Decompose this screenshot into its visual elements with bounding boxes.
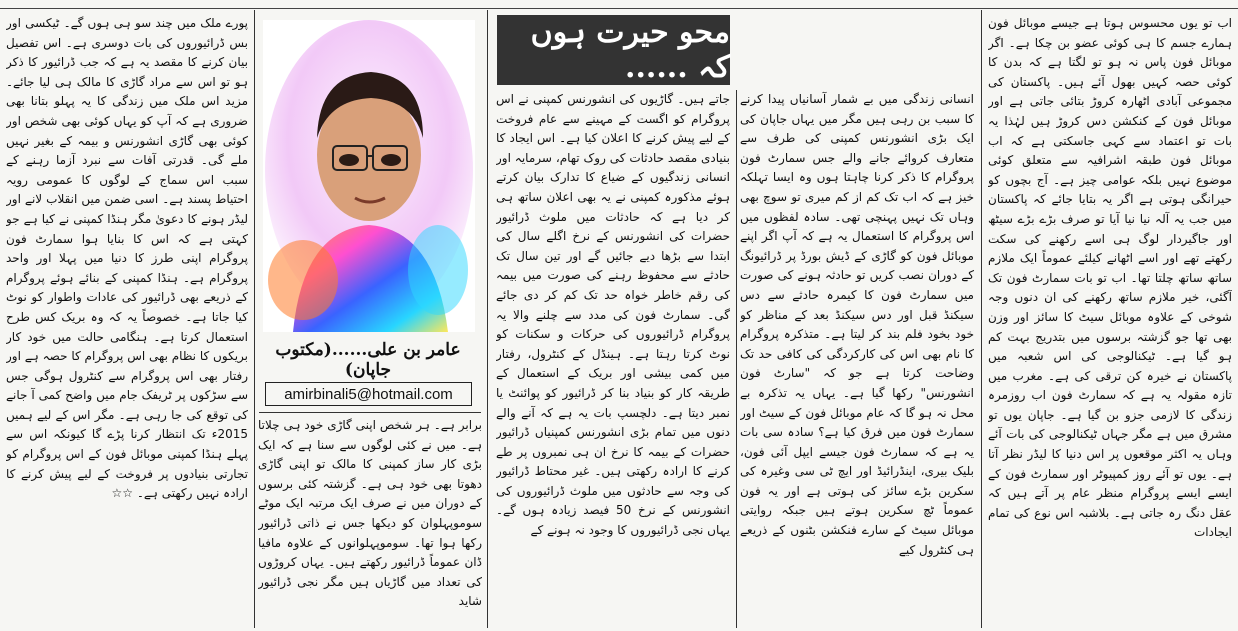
article-column-1 xyxy=(988,14,1232,628)
column-1-text: اب تو یوں محسوس ہوتا ہے جیسے موبائل فون ہمارے جسم کا ہی کوئی عضو بن چکا ہے۔ اگر موبائل فون پاس نہ ہو تو لگتا ہے کہ بدن کا کوئی حصہ کہیں بھول آئے ہیں۔ پاکستان کی مجموعی آبادی اٹھارہ کروڑ بتائی جاتی ہے اور موبائل فون کے کنکشن دس کروڑ ہیں لہٰذا یہ بات تو اعتماد سے کہی جاسکتی ہے کہ اب موبائل فون طبقہ اشرافیہ سے متعلق کوئی موضوع نہیں بلکہ عوامی چیز ہے۔ آج بچوں کو حیرانگی ہوتی ہے اگر یہ بتایا جائے کہ پاکستان میں جب یہ آلہ نیا نیا آیا تو صرف بڑے بڑے سیٹھ اور جاگیردار لوگ ہی اسے رکھنے کی سکت رکھتے تھے اور اسے اٹھانے کیلئے عموماً ایک ملازم ساتھ ساتھ چلتا تھا۔ اب تو بات سمارٹ فون تک آگئی، خیر ملازم ساتھ رکھنے کی ان دنوں وجہ شوخی کے علاوہ موبائل سیٹ کا سائز اور وزن بھی تھا جو گزشتہ برسوں میں بتدریج بہت کم ہو گیا ہے۔ ٹیکنالوجی کی اس شعبہ میں پاکستان نے خیرہ کن ترقی کی ہے۔ مغرب میں تازہ مقولہ یہ ہے کہ سمارٹ فون اب روزمرہ زندگی کا لازمی جزو بن گیا ہے۔ جاپان یوں تو مشرق میں ہے مگر جہاں ٹیکنالوجی کی بات آئے وہاں یہ اکثر موقعوں پر اس دنیا کا لیڈر نظر آتا ہے۔ یوں تو آئے روز کمپیوٹر اور سمارٹ فون کے ایسے ایسے پروگرام منظر عام پر آتے ہیں کہ عقل دنگ رہ جاتی ہے۔ بلاشبہ اس نوع کی تمام ایجادات xyxy=(988,16,1232,540)
author-portrait-image xyxy=(263,20,475,332)
author-email-text: amirbinali5@hotmail.com xyxy=(284,385,453,403)
column-5-text: پورے ملک میں چند سو ہی ہوں گے۔ ٹیکسی اور بس ڈرائیوروں کی بات دوسری ہے۔ اس تفصیل بیان کرنے کا مقصد یہ ہے کہ جب ڈرائیور کا ذکر ہو تو اس سے مراد گاڑی کا مالک ہی لیا جائے۔ مزید اس ملک میں زندگی کا یہ پہلو بتانا بھی ضروری ہے کہ آپ کو یہاں کوئی بھی شخص اور کوئی بھی گاڑی انشورنس و بیمہ کے بغیر نہیں ملے گی۔ قدرتی آفات سے نبرد آزما رہنے کے سبب اس سماج کے لوگوں کا عمومی رویہ احتیاط پسند ہے۔ اسی ضمن میں انقلاب لانے اور لیڈر ہونے کا دعویٰ مگر ہنڈا کمپنی نے کیا ہے جو کہتی ہے کہ اس کا بنایا ہوا سمارٹ فون پروگرام اپنی طرز کا دنیا میں پہلا اور واحد پروگرام ہے۔ ہنڈا کمپنی کے بنائے ہوئے پروگرام کے ذریعے بھی ڈرائیور کی عادات واطوار کو نوٹ کیا جاتا ہے۔ خصوصاً یہ کہ وہ بریک کس طرح استعمال کرتا ہے۔ ہنگامی حالت میں خود کار بریکوں کا نظام بھی اس پروگرام کا حصہ ہے اور رفتار بھی اس پروگرام سے کنٹرول ہوگی جس سے سڑکوں پر ٹریفک جام میں واضح کمی آ جانے کی توقع کی جا رہی ہے۔ مگر اس کے لیے ہمیں 2015ء تک انتظار کرنا پڑے گا کیونکہ اس سے پہلے ہنڈا کمپنی موبائل فون کے اس پروگرام کو تجارتی بنیادوں پر فروخت کے لیے پیش کرنے کا ارادہ نہیں رکھتی ہے۔ ☆☆ xyxy=(6,16,248,501)
column-3-text: جاتے ہیں۔ گاڑیوں کی انشورنس کمپنی نے اس پروگرام کو اگست کے مہینے سے عام فروخت کے لیے پیش کرنے کا اعلان کیا ہے۔ اس ایجاد کا بنیادی مقصد حادثات کی روک تھام، سرمایہ اور انسانی زندگیوں کے ضیاع کا تدارک بیان کرتے ہوئے مذکورہ کمپنی نے یہ بھی اعلان ساتھ ہی کر دیا ہے کہ حادثات میں ملوث ڈرائیور حضرات کی انشورنس کے نرخ اگلے سال کی ابتدا سے بڑھا دیے جائیں گے اور تین سال تک حادثے سے محفوظ رہنے کی صورت میں بیمہ کی رقم خاطر خواہ حد تک کم کر دی جائے گی۔ سمارٹ فون کی مدد سے چلنے والا یہ پروگرام ڈرائیوروں کی حرکات و سکنات کو نوٹ کرتا رہتا ہے۔ ہینڈل کے کنٹرول، رفتار میں کمی بیشی اور بریک کے استعمال کے طریقہ کار کو بنیاد بنا کر ڈرائیور کو پوائنٹ یا نمبر دیتا ہے۔ دلچسپ بات یہ ہے کہ آنے والے دنوں میں تمام بڑی انشورنس کمپنیاں ڈرائیور حضرات کے بیمہ کا نرخ ان ہی نمبروں پر طے کرنے کا ارادہ رکھتی ہیں۔ غیر محتاط ڈرائیور کی وجہ سے حادثوں میں ملوث ڈرائیوروں کی انشورنس کے نرخ 50 فیصد زیادہ ہوں گے۔ یہاں نجی ڈرائیوروں کا وجود نہ ہونے کے xyxy=(496,92,730,538)
column-rule-2 xyxy=(736,90,737,628)
page-top-strip xyxy=(0,0,1238,9)
column-2-text: انسانی زندگی میں بے شمار آسانیاں پیدا کرنے کا سبب بن رہی ہیں مگر میں یہاں جاپان کی ایک بڑی انشورنس کمپنی کی طرف سے متعارف کروائے جانے والے جس سمارٹ فون پروگرام کا ذکر کرنا چاہتا ہوں وہ ایسا تہلکہ خیز ہے کہ اب تک کم از کم میری تو سوچ بھی وہاں تک نہیں پہنچی تھی۔ سادہ لفظوں میں اس پروگرام کا استعمال یہ ہے کہ آپ اگر اپنے موبائل فون کو گاڑی کے ڈیش بورڈ پر ڈرائیونگ کے دوران نصب کریں تو حادثہ ہونے کی صورت میں سمارٹ فون کا کیمرہ حادثے سے دس سیکنڈ قبل اور دس سیکنڈ بعد کے مناظر کو خود بخود فلم بند کر لیتا ہے۔ متذکرہ پروگرام کا نام بھی اس کی کارکردگی کی کافی حد تک وضاحت کرتا ہے جو کہ "سارٹ فون انشورنس" رکھا گیا ہے۔ یہاں یہ تذکرہ بے محل نہ ہو گا کہ عام موبائل فون کے سیٹ اور سمارٹ فون میں فرق کیا ہے؟ سادہ سی بات یہ ہے کہ سمارٹ فون جیسے ایپل آئی فون، بلیک بیری، اینڈرائیڈ اور ایچ ٹی سی وغیرہ کی سکرین بڑے سائز کی ہوتی ہے اور یہ فون عموماً ٹچ سکرین ہوتے ہیں جبکہ روایتی موبائل سیٹ کے سارے فنکشن بٹنوں کے ذریعے ہی کنٹرول کیے xyxy=(740,92,974,557)
article-column-3 xyxy=(496,90,730,628)
column-4-text: برابر ہے۔ ہر شخص اپنی گاڑی خود ہی چلاتا ہے۔ میں نے کئی لوگوں سے سنا ہے کہ ایک بڑی کار ساز کمپنی کا مالک تو اپنی گاڑی دھوتا بھی خود ہی ہے۔ گزشتہ کئی برسوں کے دوران میں نے صرف ایک مرتبہ ایک موٹے سوموپہلوان کو دیکھا جس نے ذاتی ڈرائیور رکھا ہوا تھا۔ سوموپہلوانوں کے علاوہ مافیا ڈان عموماً ڈرائیور رکھتے ہیں۔ یہاں کروڑوں کی تعداد میں گاڑیاں ہیں مگر نجی ڈرائیور شاید xyxy=(258,418,482,609)
column-rule-4 xyxy=(254,10,255,628)
article-column-2 xyxy=(740,90,974,628)
article-column-5 xyxy=(6,14,248,628)
article-title xyxy=(497,15,730,85)
photo-bottom-rule xyxy=(259,412,481,413)
column-rule-1 xyxy=(981,10,982,628)
author-byline: عامر بن علی......(مکتوب جاپان) xyxy=(275,340,461,380)
author-email xyxy=(265,382,472,406)
article-column-4 xyxy=(258,416,482,628)
column-rule-3 xyxy=(487,10,488,628)
author-photo xyxy=(263,20,475,332)
article-title-text: محو حیرت ہوں کہ ...... xyxy=(530,15,730,85)
